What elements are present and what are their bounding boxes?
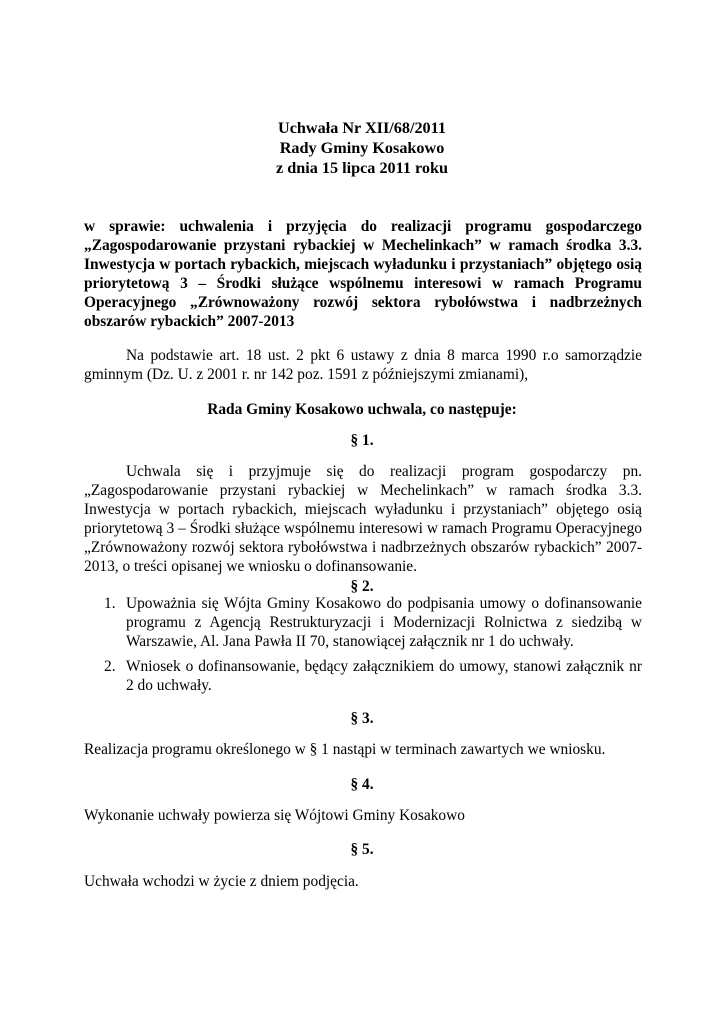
- list-item-number: 1.: [104, 595, 116, 612]
- council-name: Rady Gminy Kosakowo: [279, 139, 445, 157]
- section-2-item: [84, 594, 642, 651]
- section-1-text: Uchwala się i przyjmuje się do realizacji program gospodarczy pn. „Zagospodarowanie przystani rybackiej w Mechelinkach” w ramach środka 3.3. Inwestycja w portach rybackich, miejscach wyładunku i przystaniach” objętego osią priorytetową 3 – Środki służące wspólnemu interesowi w ramach Programu Operacyjnego „Zrównoważony rozwój sektora rybołówstwa i nadbrzeżnych obszarów rybackich” 2007-2013, o treści opisanej we wniosku o dofinansowanie.: [84, 463, 642, 575]
- section-2-item: [84, 657, 642, 695]
- resolution-number: Uchwała Nr XII/68/2011: [278, 119, 446, 137]
- section-4-text: Wykonanie uchwały powierza się Wójtowi Gminy Kosakowo: [84, 807, 465, 824]
- section-3-heading: § 3.: [350, 710, 374, 727]
- list-item-number: 2.: [104, 658, 116, 675]
- resolves-statement: Rada Gminy Kosakowo uchwala, co następuje:: [207, 401, 517, 418]
- section-4-heading: § 4.: [350, 776, 374, 793]
- section-5-text: Uchwała wchodzi w życie z dniem podjęcia.: [84, 873, 359, 890]
- list-item-text: Upoważnia się Wójta Gminy Kosakowo do podpisania umowy o dofinansowanie programu z Agencją Restrukturyzacji i Modernizacji Rolnictwa z siedzibą w Warszawie, Al. Jana Pawła II 70, stanowiącej załącznik nr 1 do uchwały.: [126, 595, 642, 650]
- resolution-subject: w sprawie: uchwalenia i przyjęcia do realizacji programu gospodarczego „Zagospodarowanie przystani rybackiej w Mechelinkach” w ramach środka 3.3. Inwestycja w portach rybackich, miejscach wyładunku i przystaniach” objętego osią priorytetową 3 – Środki służące wspólnemu interesowi w ramach Programu Operacyjnego „Zrównoważony rozwój sektora rybołówstwa i nadbrzeżnych obszarów rybackich” 2007-2013: [84, 218, 642, 330]
- resolution-date: z dnia 15 lipca 2011 roku: [276, 159, 448, 177]
- legal-basis: Na podstawie art. 18 ust. 2 pkt 6 ustawy z dnia 8 marca 1990 r.o samorządzie gminnym (Dz. U. z 2001 r. nr 142 poz. 1591 z późniejszymi zmianami),: [84, 347, 642, 383]
- list-item-text: Wniosek o dofinansowanie, będący załącznikiem do umowy, stanowi załącznik nr 2 do uchwały.: [126, 658, 642, 694]
- section-3-text: Realizacja programu określonego w § 1 nastąpi w terminach zawartych we wniosku.: [84, 741, 606, 758]
- section-1-heading: § 1.: [350, 432, 374, 449]
- section-2-heading: § 2.: [350, 578, 374, 595]
- section-5-heading: § 5.: [350, 841, 374, 858]
